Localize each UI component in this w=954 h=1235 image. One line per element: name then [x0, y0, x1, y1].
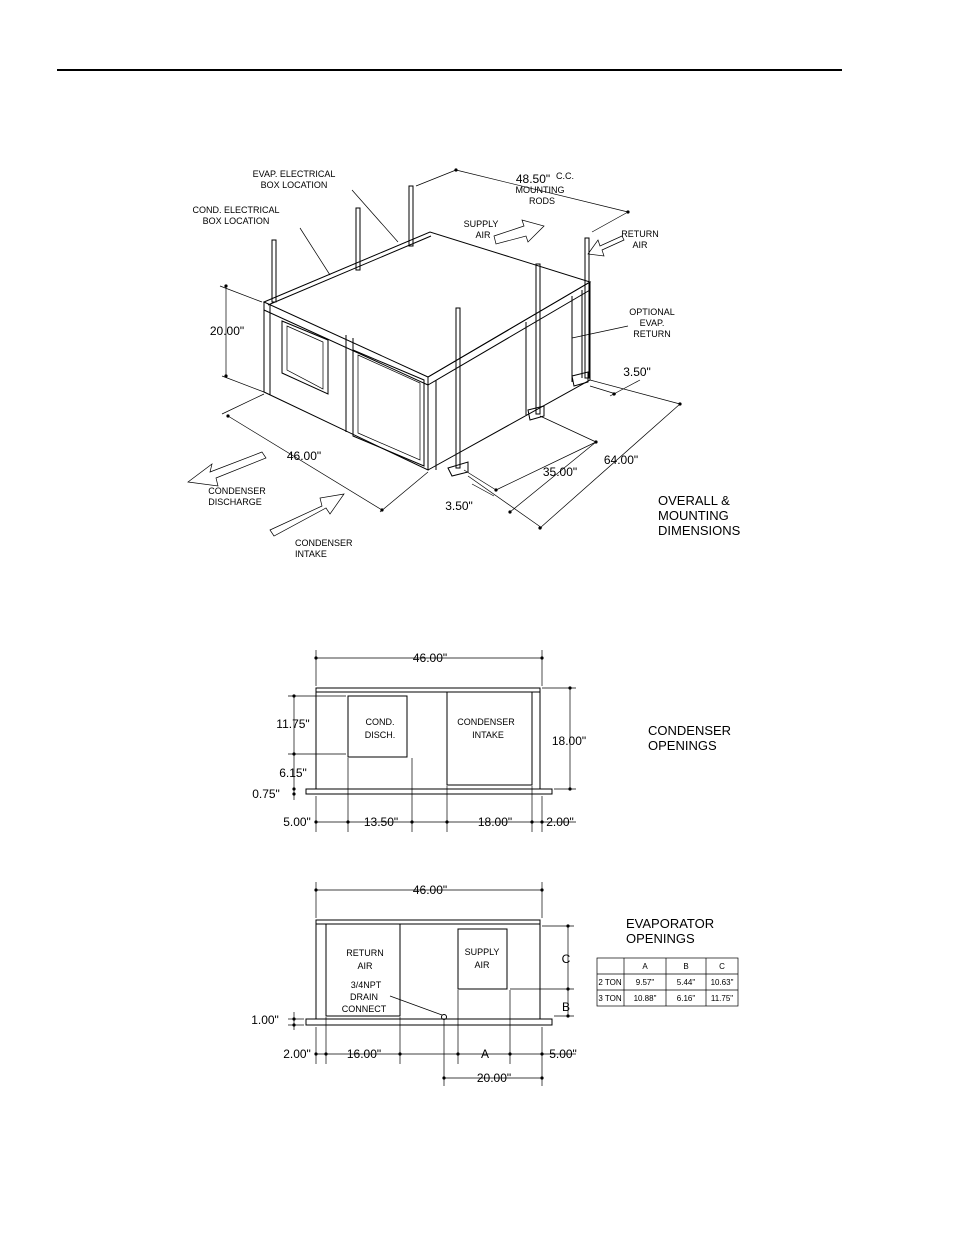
cond-overall-width-dim: 46.00" [412, 651, 448, 665]
length-inner-dim: 35.00" [542, 465, 578, 479]
evaporator-dimension-table [597, 958, 738, 1006]
drain-label-1: 3/4NPT [350, 980, 382, 990]
iso-title-2: MOUNTING [658, 508, 729, 523]
drain-label-2: DRAIN [349, 992, 379, 1002]
evap-box-label-2: BOX LOCATION [260, 180, 328, 190]
evap-bottom-dim-2: 16.00" [346, 1047, 382, 1061]
condenser-title-1: CONDENSER [648, 723, 732, 738]
cond-height-dim: 18.00" [551, 734, 587, 748]
cond-box-label-2: BOX LOCATION [202, 216, 270, 226]
cond-intake-label-2: INTAKE [472, 730, 504, 740]
supply-air-opening [458, 929, 507, 989]
cond-bottom-dim-4: 2.00" [546, 815, 574, 829]
length-overall-dim: 64.00" [603, 453, 639, 467]
table-row-2ton-b: 5.44" [676, 978, 696, 987]
evap-dim-b: B [561, 1000, 571, 1014]
evaporator-title-1: EVAPORATOR [626, 916, 715, 931]
supply-air-label-1: SUPPLY [463, 219, 499, 229]
table-row-2ton-a: 9.57" [635, 978, 655, 987]
condenser-unit-outline [316, 688, 540, 789]
evap-bottom-dim-1: 2.00" [283, 1047, 311, 1061]
optional-return-label-2: EVAP. [639, 318, 665, 328]
offset-front-dim: 3.50" [445, 499, 473, 513]
evap-bottom-dim-3: A [480, 1047, 490, 1061]
offset-right-dim: 3.50" [623, 365, 651, 379]
cond-bottom-dim-2: 13.50" [363, 815, 399, 829]
optional-return-label-1: OPTIONAL [629, 307, 675, 317]
return-air-label-1: RETURN [621, 229, 659, 239]
evap-overall-width-dim: 46.00" [412, 883, 448, 897]
table-row-2ton-label: 2 TON [598, 978, 622, 987]
table-header-a: A [642, 962, 648, 971]
evap-dim-1-00: 1.00" [251, 1013, 279, 1027]
condenser-base [306, 789, 552, 794]
cond-box-label-1: COND. ELECTRICAL [192, 205, 280, 215]
cond-intake-arrow [270, 494, 344, 536]
cond-bottom-dim-3: 18.00" [477, 815, 513, 829]
cond-bottom-dim-1: 5.00" [283, 815, 311, 829]
supply-air-label-1: SUPPLY [464, 947, 500, 957]
return-air-label-2: AIR [632, 240, 648, 250]
isometric-view [188, 168, 741, 559]
table-row-3ton-a: 10.88" [633, 994, 657, 1003]
cc-label: C.C. [556, 171, 574, 181]
cond-dim-11-75: 11.75" [276, 717, 310, 731]
cond-intake-label-1: CONDENSER [295, 538, 353, 548]
condenser-title-2: OPENINGS [648, 738, 717, 753]
cond-disch-label-1: COND. [365, 717, 395, 727]
iso-title-3: DIMENSIONS [658, 523, 741, 538]
supply-air-label-2: AIR [474, 960, 490, 970]
return-air-label-1: RETURN [346, 948, 384, 958]
condenser-openings-view [252, 650, 731, 832]
cond-intake-label-2: INTAKE [295, 549, 327, 559]
evap-dim-c: C [561, 952, 571, 966]
cond-dim-6-15: 6.15" [279, 766, 307, 780]
supply-air-arrow [494, 220, 544, 244]
cond-disch-label-2: DISCH. [364, 730, 396, 740]
cond-discharge-arrow [188, 452, 266, 486]
evap-box-label-1: EVAP. ELECTRICAL [252, 169, 336, 179]
table-row-3ton-c: 11.75" [710, 994, 734, 1003]
evap-dim-20: 20.00" [476, 1071, 512, 1085]
mounting-rods-label-2: RODS [528, 196, 556, 206]
table-row-3ton-b: 6.16" [676, 994, 696, 1003]
unit-top-face [264, 232, 590, 377]
cond-discharge-label-1: CONDENSER [208, 486, 266, 496]
return-air-arrow [588, 236, 624, 256]
width-dim: 46.00" [286, 449, 322, 463]
supply-air-label-2: AIR [475, 230, 491, 240]
evaporator-base [306, 1019, 552, 1025]
height-dim: 20.00" [209, 324, 245, 338]
optional-return-label-3: RETURN [633, 329, 671, 339]
table-header-b: B [683, 962, 689, 971]
table-row-3ton-label: 3 TON [598, 994, 622, 1003]
mounting-rods-label-1: MOUNTING [515, 185, 565, 195]
cond-dim-0-75: 0.75" [252, 787, 280, 801]
cond-intake-label-1: CONDENSER [457, 717, 515, 727]
return-air-label-2: AIR [357, 961, 373, 971]
table-header-c: C [719, 962, 725, 971]
cond-disch-window [282, 321, 328, 394]
iso-title-1: OVERALL & [658, 493, 730, 508]
cond-discharge-label-2: DISCHARGE [208, 497, 262, 507]
evap-bottom-dim-4: 5.00" [549, 1047, 577, 1061]
evaporator-title-2: OPENINGS [626, 931, 695, 946]
table-row-2ton-c: 10.63" [710, 978, 734, 987]
rod-spacing-dim: 48.50" [515, 172, 551, 186]
evaporator-openings-view [251, 882, 738, 1086]
drain-label-3: CONNECT [341, 1004, 387, 1014]
